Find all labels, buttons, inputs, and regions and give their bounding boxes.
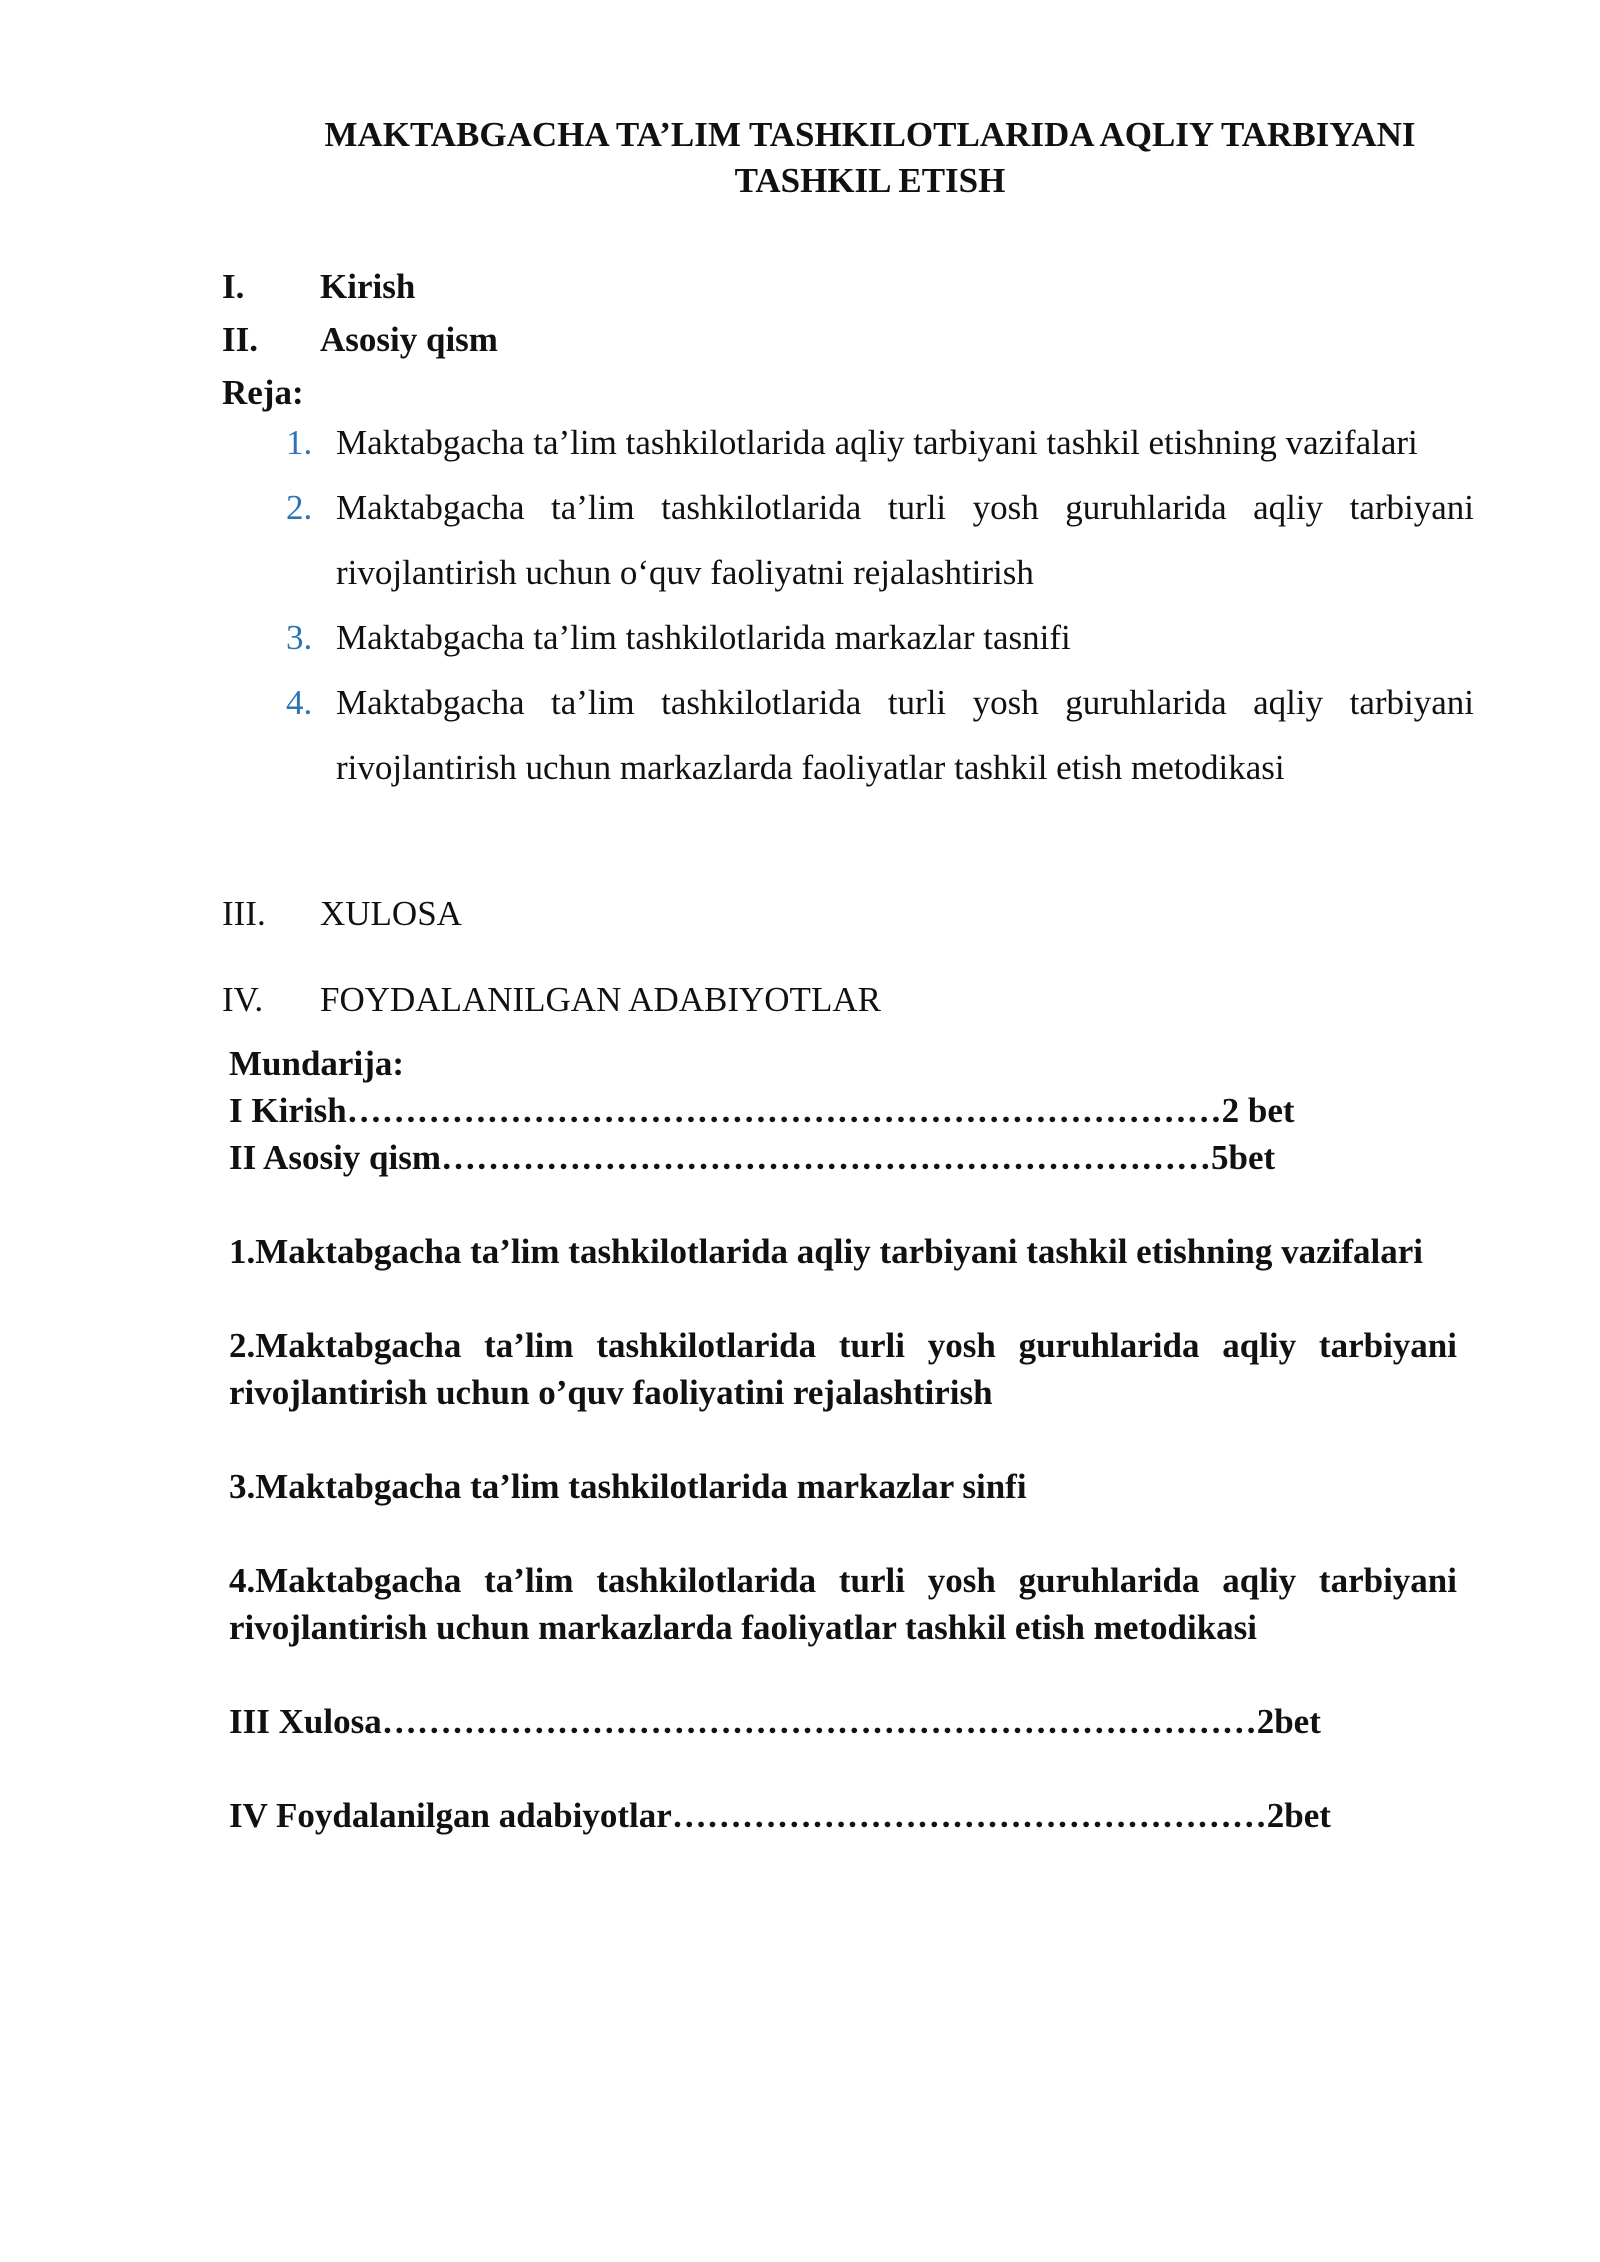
toc-heading: Mundarija: bbox=[229, 1044, 404, 1083]
toc-entry-asosiy: II Asosiy qism…………………………………………………………5bet bbox=[229, 1138, 1276, 1177]
plan-item-text: Maktabgacha ta’lim tashkilotlarida turli yosh guruhlarida aqliy tarbiyani rivojlantirish uchun o‘quv faoliyatni rejalashtirish bbox=[336, 488, 1474, 592]
plan-item-text: Maktabgacha ta’lim tashkilotlarida turli yosh guruhlarida aqliy tarbiyani rivojlantirish uchun markazlarda faoliyatlar tashkil etish metodikasi bbox=[336, 683, 1474, 787]
outline-main-label: Asosiy qism bbox=[320, 320, 498, 359]
plan-item-text: Maktabgacha ta’lim tashkilotlarida markazlar tasnifi bbox=[336, 618, 1071, 657]
plan-item-number: 4. bbox=[286, 683, 313, 722]
outline-references-number: IV. bbox=[222, 980, 264, 1019]
outline-conclusion-number: III. bbox=[222, 894, 266, 933]
plan-item-text: Maktabgacha ta’lim tashkilotlarida aqliy tarbiyani tashkil etishning vazifalari bbox=[336, 423, 1418, 462]
toc-entry-item-3: 3.Maktabgacha ta’lim tashkilotlarida markazlar sinfi bbox=[229, 1467, 1027, 1506]
toc-entry-kirish: I Kirish…………………………………………………………………2 bet bbox=[229, 1091, 1295, 1130]
plan-item-number: 2. bbox=[286, 488, 313, 527]
toc-entry-adabiyotlar: IV Foydalanilgan adabiyotlar……………………………………………2bet bbox=[229, 1796, 1331, 1835]
outline-intro-number: I. bbox=[222, 267, 245, 306]
plan-item bbox=[222, 605, 1474, 670]
outline-conclusion-label: XULOSA bbox=[320, 894, 462, 933]
plan-list bbox=[222, 410, 1474, 800]
toc-entry-xulosa: III Xulosa…………………………………………………………………2bet bbox=[229, 1702, 1321, 1741]
outline-main-number: II. bbox=[222, 320, 258, 359]
plan-item-number: 3. bbox=[286, 618, 313, 657]
document-title: MAKTABGACHA TA’LIM TASHKILOTLARIDA AQLIY TARBIYANI TASHKIL ETISH bbox=[324, 115, 1416, 200]
plan-item bbox=[222, 670, 1474, 800]
outline-references-label: FOYDALANILGAN ADABIYOTLAR bbox=[320, 980, 881, 1019]
toc-entry-item-1: 1.Maktabgacha ta’lim tashkilotlarida aqliy tarbiyani tashkil etishning vazifalari bbox=[229, 1232, 1423, 1271]
plan-heading: Reja: bbox=[222, 373, 304, 412]
table-of-contents bbox=[229, 1040, 1457, 1839]
toc-entry-item-2: 2.Maktabgacha ta’lim tashkilotlarida turli yosh guruhlarida aqliy tarbiyani rivojlantirish uchun o’quv faoliyatini rejalashtirish bbox=[229, 1326, 1457, 1412]
plan-item-number: 1. bbox=[286, 423, 313, 462]
plan-item bbox=[222, 475, 1474, 605]
outline-intro-label: Kirish bbox=[320, 267, 416, 306]
plan-item bbox=[222, 410, 1474, 475]
toc-entry-item-4: 4.Maktabgacha ta’lim tashkilotlarida turli yosh guruhlarida aqliy tarbiyani rivojlantirish uchun markazlarda faoliyatlar tashkil etish metodikasi bbox=[229, 1561, 1457, 1647]
